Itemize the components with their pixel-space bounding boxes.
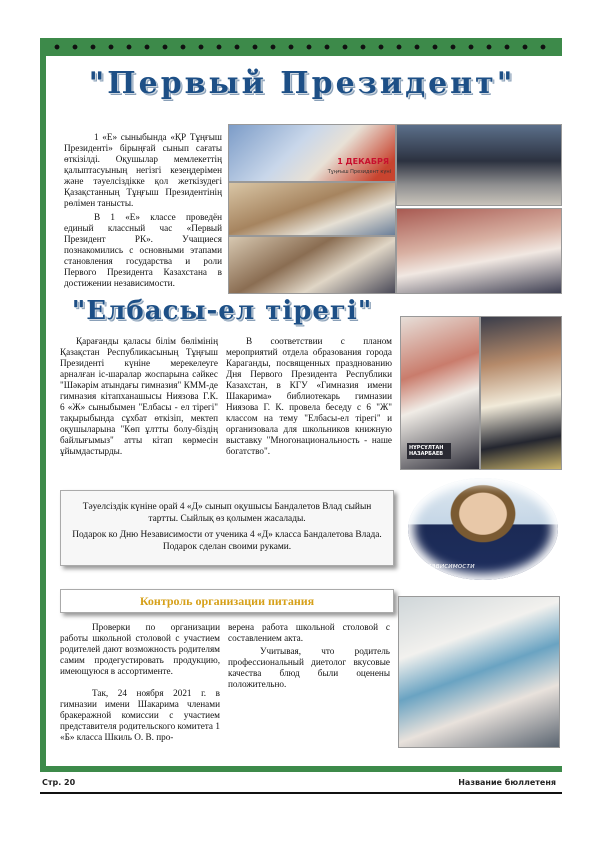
footer-line: [40, 792, 562, 794]
class-photo-desks-2: [396, 208, 562, 294]
page-title: "Первый Президент": [88, 66, 516, 101]
footer-bulletin: Название бюллетеня: [458, 778, 556, 787]
section2-rus-text: В соответствии с планом мероприятий отдела образования города Караганды, посвященных празднованию Дня Первого Президента Республики Казахстан, в КГУ «Гимназия имени Шакарима» библиотекарь гимназии Ниязова Г. К. провела беседу с 6 "Ж" классом на тему "Елбасы-ел тірегі" и организовала для школьников книжную выставку "Многонациональность - наше богатство".: [226, 336, 392, 456]
president-banner-photo: [228, 124, 396, 182]
library-photo-1: [400, 316, 480, 470]
banner-subtitle: Тұңғыш Президент күні: [327, 169, 391, 175]
independence-caption: Независимости: [418, 562, 475, 570]
class-photo-desks-1: [228, 182, 396, 236]
footer-page: Стр. 20: [42, 778, 76, 787]
class-photo-blackboard: [396, 124, 562, 206]
gift-kaz-text: Тәуелсіздік күніне орай 4 «Д» сынып оқушысы Бандалетов Влад сыйын тартты. Сыйлық өз қолымен жасалады.: [82, 502, 372, 524]
nutrition-title: Контроль организации питания: [139, 594, 315, 608]
nutrition-p3: верена работа школьной столовой с составлением акта.: [228, 622, 390, 643]
canteen-photo: [398, 596, 560, 748]
section2-title: "Елбасы-ел тірегі": [71, 296, 373, 326]
book-cover-text: НҰРСҰЛТАН НАЗАРБАЕВ: [407, 443, 451, 459]
section1-kaz-text: 1 «Е» сыныбында «ҚР Тұңғыш Президенті» бірыңғай сынып сағаты өткізілді. Оқушылар мемлекеттің қалыптасуының негізгі кезеңдерімен және тәуелсіздікке қол жеткізудегі Қазақстанның Тұңғыш Президентінің рөлімен танысты.: [64, 132, 222, 208]
nutrition-p2: Так, 24 ноября 2021 г. в гимназии имени Шакарима членами бракеражной комиссии с участием представителя родительского комитета 1 «Б» класса Шкиль О. В. про-: [60, 688, 220, 742]
student-portrait: [408, 478, 558, 580]
nutrition-p1: Проверки по организации работы школьной столовой с участием родителей дают возможность родителям самим продегустировать продукцию, имеющуюся в ассортименте.: [60, 622, 220, 676]
gift-rus-text: Подарок ко Дню Независимости от ученика 4 «Д» класса Бандалетова Влада. Подарок сделан своими руками.: [72, 530, 382, 552]
banner-date: 1 ДЕКАБРЯ: [337, 157, 389, 166]
nutrition-title-box: [60, 589, 394, 613]
section1-rus-text: В 1 «Е» классе проведён единый классный час «Первый Президент РК». Учащиеся познакомились с основными этапами становления государства и роли Первого Президента Казахстана в достижении независимости.: [64, 212, 222, 288]
top-bar-dots: [48, 44, 558, 50]
section2-kaz-text: Қарағанды қаласы білім бөлімінің Қазақстан Республикасының Тұңғыш Президенті күніне мерекелеуге арналған іс-шаралар жоспарына сәйкес "Шәкәрім атындағы гимназия" КММ-де гимназия кітапханашысы Ниязова Г.К. 6 «Ж» сыныбымен "Елбасы - ел тірегі" тақырыбында сұхбат өткізіп, мектеп оқушыларына "Көп ұлтты болу-біздің байлығымыз" атты кітап көрмесін ұйымдастырды.: [60, 336, 218, 456]
left-bar: [40, 56, 46, 768]
top-bar: [40, 38, 562, 56]
gift-box: [60, 490, 394, 566]
class-photo-desks-3: [228, 236, 396, 294]
nutrition-p4: Учитывая, что родитель профессиональный диетолог вкусовые качества блюд были оценены положительно.: [228, 646, 390, 689]
bottom-bar: [40, 766, 562, 772]
library-photo-2: [480, 316, 562, 470]
